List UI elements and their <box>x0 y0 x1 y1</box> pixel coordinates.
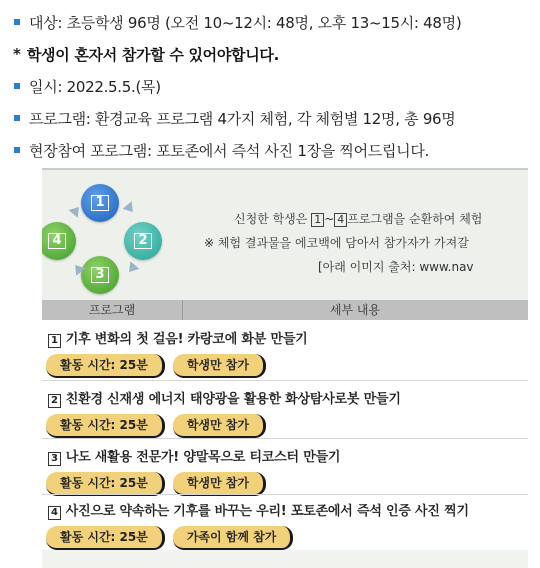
program-number: 1 <box>48 334 61 348</box>
program-title: 4 사진으로 약속하는 기후를 바꾸는 우리! 포토존에서 즉석 인증 사진 찍기 <box>48 500 469 520</box>
cycle-diagram <box>42 170 182 302</box>
info-list <box>0 6 540 166</box>
cycle-step-3: 3 <box>81 256 119 294</box>
program-row <box>42 322 528 382</box>
list-item-program <box>0 102 540 134</box>
banner-text <box>182 170 528 302</box>
cycle-arrow-icon <box>125 261 140 276</box>
bullet-icon <box>14 83 20 89</box>
list-item-note <box>0 38 540 70</box>
program-banner <box>42 168 528 302</box>
program-row <box>42 494 528 554</box>
program-title: 2 친환경 신재생 에너지 태양광을 활용한 화상탐사로봇 만들기 <box>48 388 401 408</box>
list-item-text: 프로그램: 환경교육 프로그램 4가지 체험, 각 체험별 12명, 총 96명 <box>29 109 456 128</box>
time-pill: 활동 시간: 25분 <box>46 526 165 550</box>
program-row <box>42 440 528 500</box>
banner-line-1: 신청한 학생은 1 ~ 4 프로그램을 순환하여 체험 <box>234 212 483 226</box>
participant-pill: 가족이 함께 참가 <box>173 526 294 550</box>
column-header-program: 프로그램 <box>42 300 183 320</box>
bullet-icon <box>14 115 20 121</box>
banner-line-2: ※ 체험 결과물을 에코백에 담아서 참가자가 가져갈 <box>204 236 469 250</box>
participant-pill: 학생만 참가 <box>173 414 266 438</box>
bullet-icon <box>14 19 20 25</box>
bullet-icon <box>14 147 20 153</box>
participant-pill: 학생만 참가 <box>173 472 266 496</box>
time-pill: 활동 시간: 25분 <box>46 354 165 378</box>
asterisk-marker: * <box>13 45 21 63</box>
time-pill: 활동 시간: 25분 <box>46 414 165 438</box>
cycle-step-4: 4 <box>42 222 76 260</box>
program-number: 4 <box>48 506 61 520</box>
list-item-text: 대상: 초등학생 96명 (오전 10~12시: 48명, 오후 13~15시: 48명) <box>29 13 462 32</box>
list-item-date <box>0 70 540 102</box>
cycle-step-2: 2 <box>124 222 162 260</box>
column-header-detail: 세부 내용 <box>329 303 381 317</box>
program-number: 3 <box>48 452 61 466</box>
participant-pill: 학생만 참가 <box>173 354 266 378</box>
row-divider <box>42 438 528 439</box>
list-item-text: 학생이 혼자서 참가할 수 있어야합니다. <box>26 45 279 64</box>
list-item-onsite <box>0 134 540 166</box>
cycle-step-1: 1 <box>81 184 119 222</box>
cycle-arrow-icon <box>123 201 138 216</box>
program-row <box>42 382 528 442</box>
table-header <box>42 300 528 320</box>
row-divider <box>42 380 528 381</box>
list-item-target <box>0 6 540 38</box>
program-number: 2 <box>48 394 61 408</box>
list-item-text: 일시: 2022.5.5.(목) <box>29 77 161 96</box>
program-title: 3 나도 새활용 전문가! 양말목으로 티코스터 만들기 <box>48 446 340 466</box>
banner-line-3: [아래 이미지 출처: www.nav <box>318 260 474 274</box>
program-title: 1 기후 변화의 첫 걸음! 카랑코에 화분 만들기 <box>48 328 308 348</box>
list-item-text: 현장참여 포로그램: 포토존에서 즉석 사진 1장을 찍어드립니다. <box>29 141 430 160</box>
panel-footer <box>42 550 528 568</box>
time-pill: 활동 시간: 25분 <box>46 472 165 496</box>
program-image-panel <box>42 168 528 568</box>
